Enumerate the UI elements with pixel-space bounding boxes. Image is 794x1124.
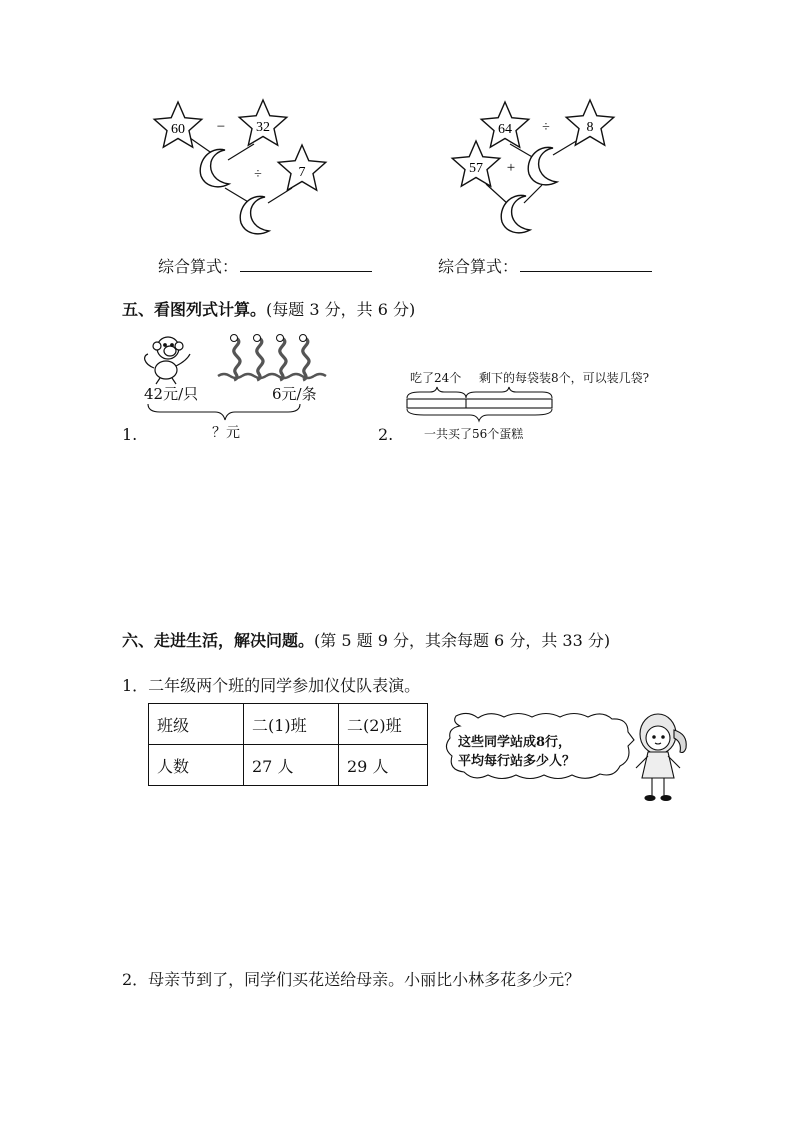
table-cell: 29 人 xyxy=(339,745,428,786)
total-brace xyxy=(148,404,300,420)
q2-top-brace-eaten xyxy=(407,387,466,398)
section6-title: 六、走进生活，解决问题。 xyxy=(122,631,315,650)
section5-q2-diagram xyxy=(400,384,560,426)
girl-icon xyxy=(622,712,702,804)
table-cell: 27 人 xyxy=(244,745,339,786)
table-cell: 人数 xyxy=(149,745,244,786)
q2-number: 2. xyxy=(378,425,394,444)
q2-rest-label: 剩下的每袋装8个，可以装几袋? xyxy=(479,371,650,385)
q2-eaten-label: 吃了24个 xyxy=(410,371,462,385)
section5-note: (每题 3 分，共 6 分) xyxy=(266,300,416,319)
puzzle2-number-1: 64 xyxy=(498,122,512,137)
table-row xyxy=(149,745,428,786)
table-row xyxy=(149,704,428,745)
puzzle1-moon-1 xyxy=(200,149,229,186)
q2-top-brace-rest xyxy=(466,387,552,398)
q1-number: 1. xyxy=(122,425,138,444)
puzzle1-formula-label: 综合算式： xyxy=(158,257,239,276)
puzzle2-formula xyxy=(438,254,652,277)
class-table xyxy=(148,703,428,786)
puzzle2-number-3: 57 xyxy=(469,161,483,176)
puzzle1-number-3: 7 xyxy=(298,165,306,180)
section6-q2-text: 2．母亲节到了，同学们买花送给母亲。小丽比小林多花多少元？ xyxy=(122,970,581,989)
puzzle2-number-2: 8 xyxy=(586,120,594,135)
snake-ground-line xyxy=(218,374,326,378)
puzzle1-number-2: 32 xyxy=(256,120,270,135)
puzzle2-operator-1: ÷ xyxy=(542,120,550,135)
section5-title: 五、看图列式计算。 xyxy=(122,300,267,319)
puzzle2-operator-2: + xyxy=(506,160,516,176)
puzzle2-formula-label: 综合算式： xyxy=(438,257,519,276)
q2-bar xyxy=(407,399,552,408)
table-cell: 二(1)班 xyxy=(244,704,339,745)
q2-total-label: 一共买了56个蛋糕 xyxy=(424,427,524,441)
table-cell: 二(2)班 xyxy=(339,704,428,745)
q1-question: ？元 xyxy=(212,425,240,441)
puzzle1-number-1: 60 xyxy=(171,122,185,137)
section6-q1-text: 1．二年级两个班的同学参加仪仗队表演。 xyxy=(122,676,421,695)
puzzle1-answer-blank[interactable] xyxy=(240,257,372,272)
section6-note: (第 5 题 9 分，其余每题 6 分，共 33 分) xyxy=(314,631,611,650)
bubble-line-2: 平均每行站多少人？ xyxy=(458,754,576,769)
puzzle1-operator-2: ÷ xyxy=(254,167,262,182)
section6-heading xyxy=(122,628,610,651)
puzzle1-operator-1: − xyxy=(216,119,226,135)
puzzle2-answer-blank[interactable] xyxy=(520,257,652,272)
monkey-icon xyxy=(145,337,190,384)
section5-heading xyxy=(122,297,415,320)
monkey-price: 42元/只 xyxy=(144,385,199,403)
star-moon-puzzles xyxy=(0,0,794,250)
table-cell: 班级 xyxy=(149,704,244,745)
snake-price: 6元/条 xyxy=(272,385,317,403)
puzzle1-moon-2 xyxy=(240,196,269,233)
puzzle2-moon-1 xyxy=(528,147,557,184)
puzzle1-formula xyxy=(158,254,372,277)
q2-bottom-brace xyxy=(407,409,552,421)
bubble-line-1: 这些同学站成8行， xyxy=(458,735,572,750)
